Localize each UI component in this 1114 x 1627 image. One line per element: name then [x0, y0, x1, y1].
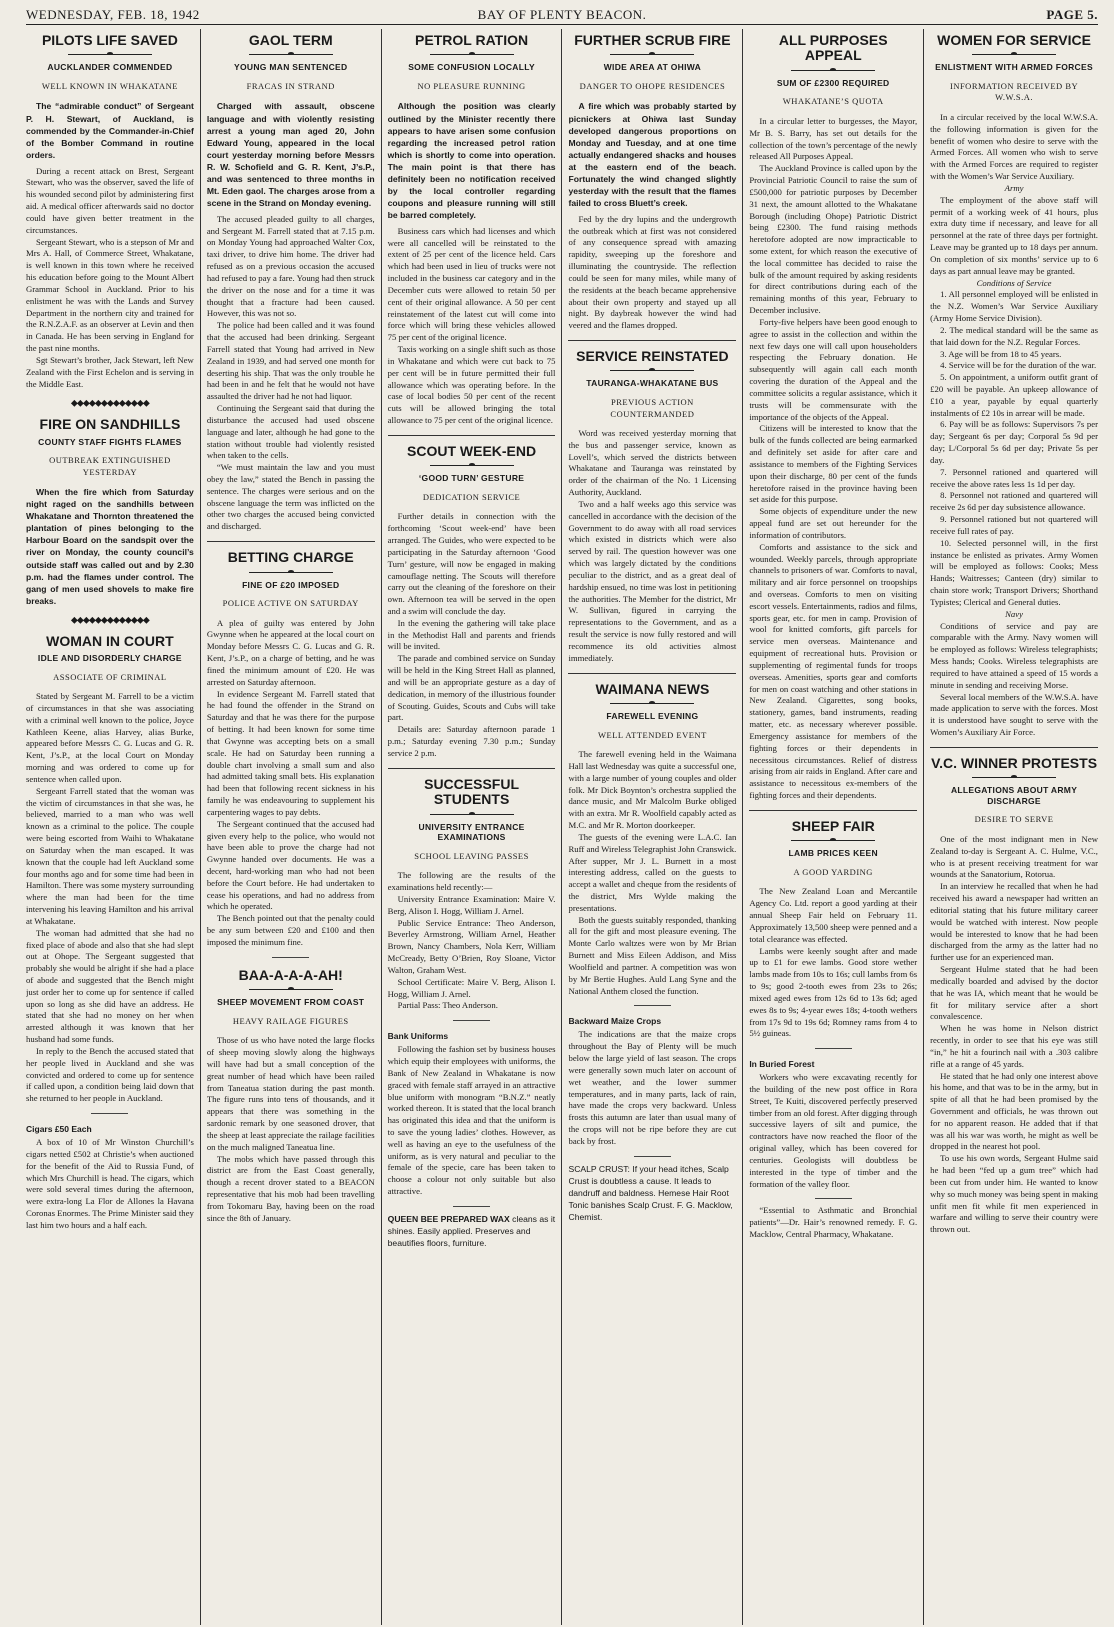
- divider: [453, 1020, 490, 1021]
- paragraph: School Certificate: Maire V. Berg, Alison I. Hogg, William J. Arnel.: [387, 976, 556, 999]
- subheadline: SUM OF £2300 REQUIRED: [776, 77, 890, 88]
- paragraph: 9. Personnel rationed but not quartered will receive full rates of pay.: [930, 514, 1098, 536]
- section-heading: In Buried Forest: [749, 1059, 815, 1070]
- divider: [930, 747, 1098, 748]
- advert-asthma-remedy: “Essential to Asthmatic and Bronchial patients”—Dr. Hair’s renowned remedy. F. G. Macklow, Central Pharmacy, Whakatane.: [749, 1205, 918, 1240]
- divider: [207, 541, 375, 542]
- article-all-purposes-appeal: [749, 29, 917, 802]
- divider: [634, 1005, 671, 1006]
- paragraph: The woman had admitted that she had no fixed place of abode and also that she had slept out at Ohope. The Sergeant suggested that probably she would be alright if she had a place of abode and suggested that the Bench might just order her to come up for sentence if called upon so long as she did have an address. He stated that she had no money on her when arrested although it was known that her husband had some funds.: [26, 927, 194, 1045]
- paragraph: Fed by the dry lupins and the undergrowth the outbreak which at first was not considered of any consequence spread with amazing rapidity, sweeping up the foreshore and illuminating the countryside. The reflection could be seen for many miles, while many of the residents at the beach became apprehensive about their own property and stayed up all night. By daybreak however the wind had veered and the flames dropped.: [568, 213, 737, 331]
- headline-rule: [249, 572, 333, 575]
- subheadline: ENLISTMENT WITH ARMED FORCES: [935, 62, 1093, 73]
- paragraph: Partial Pass: Theo Anderson.: [397, 1000, 498, 1011]
- article-buried-forest: [749, 1059, 917, 1190]
- paragraph: In a circular letter to burgesses, the Mayor, Mr B. S. Barry, has set out details for the collection of the town’s percentage of the newly released All Purposes Appeal.: [749, 115, 918, 162]
- masthead: [26, 6, 1098, 25]
- headline: BAA-A-A-A-AH!: [238, 966, 343, 983]
- paragraph: In evidence Sergeant M. Farrell stated that he had found the offender in the Strand on Saturday and that he was there for the purpose of betting. It had been known for some time that Gwynne was accepting bets on a small scale. He had on Saturday been running a double chart involving a small sum and also had admitted taking small bets. His explanation had been that following recent sickness in his family he was endeavouring to supplement his carpentering wages to pay debts.: [206, 688, 375, 817]
- lead-paragraph: A fire which was probably started by picnickers at Ohiwa last Sunday developed dangerous proportions on Monday and Tuesday, and at one time actually endangered shacks and houses at the eastern end of the beach. Fortunately the wind changed slightly yesterday with the result that the flames failed to cross Bluett’s creek.: [568, 101, 737, 208]
- paragraph: Stated by Sergeant M. Farrell to be a victim of circumstances in that she was associating with a criminal well known to the police, Joyce Kathleen Keene, alias Harvey, alias Burke, appeared before Messrs C. G. Lucas and G. R. Kent, J’s.P., at the local Court on Monday morning and was ordered to come up for sentence when called upon.: [26, 691, 194, 784]
- paragraph: The following are the results of the examinations held recently:—: [387, 870, 556, 893]
- paragraph: Details are: Saturday afternoon parade 1 p.m.; Saturday evening 7.30 p.m.; Sunday service 2 p.m.: [387, 724, 556, 758]
- headline: WAIMANA NEWS: [595, 680, 710, 697]
- headline: WOMAN IN COURT: [46, 632, 174, 649]
- divider: [568, 340, 736, 341]
- deck: SCHOOL LEAVING PASSES: [414, 850, 529, 861]
- divider: [815, 1048, 852, 1049]
- headline-rule: [972, 54, 1056, 57]
- headline: FIRE ON SANDHILLS: [39, 416, 181, 433]
- headline-rule: [430, 465, 514, 468]
- paragraph: Workers who were excavating recently for the building of the new post office in Rora Street, Te Kuiti, discovered perfectly preserved timber from an old forest. After digging through successive layers of silt and pumice, the contractors have now reached the floor of the original valley, which has been covered for centuries. Geologists will doubtless be interested in the type of timber and the formation of the valley floor.: [749, 1072, 918, 1189]
- masthead-title: BAY OF PLENTY BEACON.: [477, 7, 647, 22]
- paragraph: Forty-five helpers have been good enough to agree to assist in the collection and within the next few days one will call upon householders respecting the February donation. He subsequently will again call each month covering the duration of the Appeal and the committee solicits a regular assistance, which it trusts will be commensurate with the importance of the objects of the Appeal.: [749, 316, 918, 422]
- article-backward-maize-crops: [568, 1016, 736, 1147]
- paragraph: Sergeant Hulme stated that he had been medically boarded and advised by the doctor that he was IA, which meant that he would be fit for military service after a short convalescence.: [930, 964, 1098, 1022]
- paragraph: To use his own words, Sergeant Hulme said he had been “fed up a gum tree” which had been cut from under him. He wanted to know why so much money was being spent in making unfit men fit while fit men experienced in warfare and willing to serve their country were thrown out.: [930, 1153, 1098, 1235]
- subheadline: FINE OF £20 IMPOSED: [242, 579, 340, 590]
- ornament-divider: ⬥⬥⬥⬥⬥⬥⬥⬥⬥⬥⬥⬥⬥: [70, 398, 149, 410]
- paragraph: The New Zealand Loan and Mercantile Agency Co. Ltd. report a good yarding at their annual Sheep Fair held on February 11. Approximately 13,500 sheep were penned and a total clearance was effected.: [749, 886, 918, 944]
- column-1: [26, 29, 200, 1625]
- advert-brand: QUEEN BEE PREPARED WAX: [387, 1213, 510, 1224]
- article-scout-week-end: [388, 440, 556, 760]
- headline: FURTHER SCRUB FIRE: [574, 32, 731, 48]
- deck: ASSOCIATE OF CRIMINAL: [53, 671, 167, 682]
- paragraph: Some objects of expenditure under the new appeal fund are set out hereunder for the information of contributors.: [749, 506, 918, 540]
- headline-rule: [430, 54, 514, 57]
- headline-rule: [610, 54, 694, 57]
- subheadline: LAMB PRICES KEEN: [788, 848, 878, 859]
- paragraph: 4. Service will be for the duration of the war.: [940, 360, 1097, 371]
- article-cigars: [26, 1124, 194, 1232]
- headline-rule: [430, 814, 514, 817]
- headline-rule: [972, 777, 1056, 780]
- deck: WHAKATANE’S QUOTA: [782, 96, 884, 107]
- paragraph: In the evening the gathering will take place in the Methodist Hall and parents and friends will be invited.: [387, 617, 556, 652]
- subheadline: WIDE AREA AT OHIWA: [603, 62, 702, 73]
- section-heading: Bank Uniforms: [387, 1031, 449, 1042]
- deck: HEAVY RAILAGE FIGURES: [232, 1015, 349, 1026]
- paragraph: The Auckland Province is called upon by the Provincial Patriotic Council to raise the sum of £500,000 for patriotic purposes by December 31 next, the amount allotted to the Whakatane Borough (including Ohope) Patriotic District being £2300. The fund raising methods heretofore adopted are now impracticable to some extent, for which reason the executive of the local committee has decided to raise the bulk of the amount required by asking residents for direct contributions during each of the remaining months of this year, February to December inclusive.: [749, 163, 918, 316]
- article-woman-in-court: [26, 630, 194, 1105]
- deck: OUTBREAK EXTINGUISHED YESTERDAY: [49, 455, 171, 477]
- subheadline: IDLE AND DISORDERLY CHARGE: [37, 653, 182, 664]
- headline: BETTING CHARGE: [227, 549, 354, 566]
- paragraph: Sergeant Stewart, who is a stepson of Mr and Mrs A. Hall, of Commerce Street, Whakatane, is well known in this town where he received his education before going to the Mount Albert Grammar School in Auckland. Prior to his enlistment he was with the Lands and Survey Department in the northern city and trained for the R.N.Z.A.F. as an observer at Levin and then in Canada. He has been serving in England for the past nine months.: [26, 236, 194, 354]
- divider: [634, 1156, 671, 1157]
- deck: NO PLEASURE RUNNING: [417, 81, 526, 92]
- article-further-scrub-fire: [568, 29, 736, 332]
- headline-rule: [610, 370, 694, 373]
- subheadline: AUCKLANDER COMMENDED: [47, 62, 173, 73]
- deck: PREVIOUS ACTION COUNTERMANDED: [610, 397, 695, 419]
- article-baa: [207, 964, 375, 1225]
- paragraph: One of the most indignant men in New Zealand to-day is Sergeant A. C. Hulme, V.C., who is at present receiving treatment for war wounds at the Sanatorium, Rotorua.: [930, 833, 1098, 880]
- subheadline: ‘GOOD TURN’ GESTURE: [418, 473, 525, 484]
- paragraph: Business cars which had licenses and which were all cancelled will be reinstated to the extent of 25 per cent of the licence held. Cars which had been used in lieu of trucks were not included in the business car category and in the December cuts were allowed to retain 50 per cent of their original allowance. A 50 per cent reinstatement of the latest cut will come into force which will bring these vehicles allowed 75 per cent of the original licence.: [387, 225, 556, 343]
- deck: A GOOD YARDING: [793, 866, 873, 877]
- paragraph: 3. Age will be from 18 to 45 years.: [940, 348, 1062, 359]
- divider: [453, 1206, 490, 1207]
- advert-scalp-crust: SCALP CRUST: If your head itches, Scalp Crust is doubtless a cause. It leads to dandruff and baldness. Hemese Hair Root Tonic banishes Scalp Crust. F. G. Macklow, Chemist.: [568, 1163, 733, 1222]
- headline: GAOL TERM: [248, 32, 333, 48]
- article-successful-students: [388, 773, 556, 1012]
- article-bank-uniforms: [388, 1031, 556, 1198]
- article-pilots-life-saved: [26, 29, 194, 390]
- paragraph: The indications are that the maize crops throughout the Bay of Plenty will be much below the large yield of last season. The crops were generally sown much later on account of wet weather, and the lower summer temperatures, and in many parts, lack of rain, have made the crops very backward. Unless frosts this autumn are later than usual many of the crops will not be ripe before they are cut back by frost.: [568, 1029, 737, 1146]
- deck: WELL KNOWN IN WHAKATANE: [41, 81, 178, 92]
- lead-paragraph: The “admirable conduct” of Sergeant P. H. Stewart, of Auckland, is commended by the Commander-in-Chief of the Bomber Command in routine orders.: [26, 101, 194, 160]
- divider: [749, 810, 917, 811]
- paragraph: Public Service Entrance: Theo Anderson, Beverley Armstrong, William Arnel, Heather Brown, Nancy Chambers, Nola Kerr, William McCready, Betty O’Brien, Roy Sloane, Victor Walton, Graham West.: [387, 917, 556, 975]
- headline-rule: [68, 54, 152, 57]
- paragraph: University Entrance Examination: Maire V. Berg, Alison I. Hogg, William J. Arnel.: [387, 893, 556, 916]
- paragraph: When he was home in Nelson district recently, in order to see that his eye was still “in,” he hit a fourinch nail with a .303 calibre rifle at a range of 45 yards.: [930, 1023, 1098, 1069]
- paragraph: The employment of the above staff will permit of a working week of 41 hours, plus extra duty time if necessary, and leave for all personnel at the rate of three days per fortnight. Leave may be granted up to 18 days per annum. On completion of six months’ service up to 6 days as part annual leave may be granted.: [930, 194, 1098, 276]
- column-2: [200, 29, 381, 1625]
- paragraph: Citizens will be interested to know that the bulk of the funds collected are being earmarked and definitely set aside for after care and assistance to members of the Fighting Services upon their discharge, 80 per cent of the funds heretofore raised in the province having been set aside for this purpose.: [749, 423, 918, 505]
- advert-text: cleans as it shines. Easily applied. Preserves and beautifies floors, furniture.: [387, 1213, 556, 1249]
- subheadline: COUNTY STAFF FIGHTS FLAMES: [38, 436, 182, 447]
- paragraph: 7. Personnel rationed and quartered will receive the above rates less 1s 1d per day.: [930, 466, 1098, 489]
- subheadline: SHEEP MOVEMENT FROM COAST: [217, 997, 365, 1008]
- section-heading: Backward Maize Crops: [568, 1016, 662, 1027]
- headline: WOMEN FOR SERVICE: [937, 32, 1091, 48]
- lead-paragraph: Charged with assault, obscene language and with violently resisting arrest a young man aged 20, John Edward Young, appeared in the local court yesterday morning before Messrs R. W. Schofield and G. R. Kent, J’s.P., and was sentenced to three months in Mt. Eden gaol. The charges arose from a scene in the Strand on Monday evening.: [206, 101, 375, 208]
- article-betting-charge: [207, 546, 375, 949]
- paragraph: The mobs which have passed through this district are from the East Coast generally, though a recent drover stated to a BEACON representative that his mob had been travelling from Tokomaru Bay, having been on the road since the 8th of January.: [206, 1153, 375, 1223]
- paragraph: The Sergeant continued that the accused had given every help to the police, who would not have been able to prove the charge had not Gwynne handed over documents. He was a decent, hard-working man who had not been before the Court before. He had undertaken to cease his operations, and had no address from which he operated.: [206, 818, 375, 912]
- paragraph: Continuing the Sergeant said that during the disturbance the accused had used obscene language and later, although he had gone to the station without trouble had violently resisted when taken to the cells.: [206, 403, 375, 461]
- divider: [388, 768, 556, 769]
- paragraph: 5. On appointment, a uniform outfit grant of £20 will be payable. An upkeep allowance of £10 a year, payable by equal quarterly instalments of £2 10s in arrear will be made.: [930, 372, 1098, 418]
- paragraph: Those of us who have noted the large flocks of sheep moving slowly along the highways will have had but a small conception of the great number of head which have been railed from Taneatua station during the past month. The figure runs into tens of thousands, and it appears that there was something in the sardonic remark by one seasoned drover, that the sheep at least appreciate the railage facilities on the much maligned Taneatua line.: [206, 1035, 375, 1152]
- paragraph: 8. Personnel not rationed and quartered will receive 2s 6d per day subsistence allowance.: [930, 490, 1098, 513]
- masthead-date: WEDNESDAY, FEB. 18, 1942: [26, 7, 200, 22]
- headline: PETROL RATION: [415, 32, 529, 48]
- paragraph: He stated that he had only one interest above his home, and that was to be in the army, but in spite of all that he had been promised by the Government and officials, he was thrown out for no apparent reason. He added that if that was all his war was worth, he might as well be dropped in the nearest hot pool.: [930, 1070, 1098, 1152]
- column-5: [742, 29, 923, 1625]
- deck: DESIRE TO SERVE: [974, 814, 1054, 825]
- lead-paragraph: When the fire which from Saturday night raged on the sandhills between Whakatane and Thornton threatened the plantation of pines belonging to the Harbour Board on the sandspit over the river on Monday, the county council’s outside staff was called out and by 2.30 p.m. had the flames under control. The gang of men used shovels to make fire breaks.: [26, 487, 194, 606]
- paragraph: Two and a half weeks ago this service was cancelled in accordance with the decision of the Government to do away with all road services which existed in districts which were also served by rail. The question however was one which was largely dictated by the conditions peculiar to the district, and as a great deal of hardship ensued, no time was lost in petitioning the authorities. The Member for the district, Mr W. Sullivan, figured in carrying the representations to the Government, and as a result the service is now fully restored and will recommence its old activities almost immediately.: [568, 498, 737, 663]
- divider: [272, 957, 309, 958]
- deck: POLICE ACTIVE ON SATURDAY: [222, 598, 359, 609]
- article-gaol-term: [207, 29, 375, 533]
- paragraph: In an interview he recalled that when he had received his award a newspaper had written an editorial stating that his future military career would be watched with interest. Now people would be interested to know that he had been discharged from the army as the latter had no further use for an experienced man.: [930, 881, 1098, 963]
- section-label: Conditions of Service: [976, 277, 1052, 288]
- column-3: [381, 29, 562, 1625]
- subheadline: YOUNG MAN SENTENCED: [234, 62, 348, 73]
- paragraph: Word was received yesterday morning that the bus and passenger service, known as Lovell’s, which served the districts between Whakatane and Tauranga was reinstated by order of the chairman of the No. 1 Licensing Authority, Auckland.: [568, 428, 737, 498]
- paragraph: Conditions of service and pay are comparable with the Army. Navy women will be employed as follows: Wireless telegraphists; Mess hands; Cooks. Wireless telegraphists are required to have attained a speed of 15 words a minute in sending and receiving Morse.: [930, 620, 1098, 690]
- deck: WELL ATTENDED EVENT: [597, 729, 707, 740]
- advert-queen-bee-wax: [388, 1213, 556, 1249]
- paragraph: “We must maintain the law and you must obey the law,” stated the Bench in passing the sentence. The charges were serious and on the obscene language the term was inflicted on the other two charges the accused being convicted and discharged.: [206, 462, 375, 532]
- paragraph: Following the fashion set by business houses which equip their employees with uniforms, the Bank of New Zealand in Whakatane is now graced with female staff arrayed in an attractive blue uniform with monogram “B.N.Z.” neatly worked thereon. It is stated that the local branch has originated this idea and that the uniform is to save the young ladies’ clothes. However, as well as having an eye to the usefulness of the uniform, as is very natural and peculiar to the female of the specie, care has been taken to choose a colour not only suitable but also attractive.: [387, 1044, 556, 1197]
- headline-rule: [610, 703, 694, 706]
- paragraph: Sgt Stewart’s brother, Jack Stewart, left New Zealand with the First Echelon and is serving in the Middle East.: [26, 354, 194, 389]
- headline: SUCCESSFUL STUDENTS: [424, 775, 520, 808]
- divider: [388, 435, 556, 436]
- section-label: Navy: [1005, 608, 1023, 619]
- column-4: [561, 29, 742, 1625]
- headline: ALL PURPOSES APPEAL: [778, 32, 888, 64]
- headline: V.C. WINNER PROTESTS: [931, 754, 1098, 771]
- lead-paragraph: Although the position was clearly outlined by the Minister recently there appears to have arisen some confusion regarding the increased petrol ration which is shortly to come into operation. The main point is that there has definitely been no notification received by the local controller regarding coupons and pleasure running will still be barred completely.: [387, 101, 556, 220]
- section-label: Army: [1004, 182, 1024, 193]
- deck: FRACAS IN STRAND: [246, 81, 335, 92]
- subheadline: UNIVERSITY ENTRANCE EXAMINATIONS: [418, 821, 525, 843]
- article-vc-winner-protests: [930, 752, 1098, 1236]
- article-fire-on-sandhills: [26, 413, 194, 606]
- paragraph: Lambs were keenly sought after and made up to £1 for ewe lambs. Good store wether lambs made from 10s to 16s; cull lambs from 6s to 9s; good 2-tooth ewes from 23s to 26s; mixed aged ewes from 12s 6d to 13s 6d; aged ewes 8s to 9s; 4-year ewes 18s; 4-tooth wethers from 17s 9d to 19s 6d; Romney rams from 4 to 5½ guineas.: [749, 945, 918, 1039]
- paragraph: During a recent attack on Brest, Sergeant Stewart, who was the observer, saved the life of his wounded second pilot by administering first aid. A medical officer afterwards said no doctor could have given better treatment in the circumstances.: [26, 165, 194, 235]
- article-sheep-fair: [749, 815, 917, 1040]
- deck: DEDICATION SERVICE: [422, 491, 521, 502]
- paragraph: The accused pleaded guilty to all charges, and Sergeant M. Farrell stated that at 7.15 p.m. on Monday Young had approached Walter Cox, taxi driver, to drive him home. The driver had refused as on a previous occasion the accused had refused to pay a fare. Young had then struck the driver on the nose and for a time it was thought that a fracture had been caused. However, this was not so.: [206, 213, 375, 319]
- article-petrol-ration: [388, 29, 556, 427]
- paragraph: In reply to the Bench the accused stated that her people lived in Auckland and she was convicted and ordered to come up for sentence if called upon, a condition being laid down that she returned to her people in Auckland.: [26, 1045, 194, 1104]
- paragraph: The parade and combined service on Sunday will be held in the King Street Hall as planned, and will be an appropriate gesture as a day of dedication, in memory of the illustrious founder of Scouting. Guides, Scouts and Cubs will take part.: [387, 653, 556, 723]
- deck: DANGER TO OHOPE RESIDENCES: [579, 81, 726, 92]
- headline: PILOTS LIFE SAVED: [41, 32, 178, 48]
- subheadline: FAREWELL EVENING: [606, 710, 699, 721]
- subheadline: SOME CONFUSION LOCALLY: [408, 62, 535, 73]
- masthead-page-number: PAGE 5.: [1046, 7, 1098, 22]
- ornament-divider: ⬥⬥⬥⬥⬥⬥⬥⬥⬥⬥⬥⬥⬥: [70, 614, 149, 626]
- article-waimana-news: [568, 678, 736, 998]
- paragraph: Sergeant Farrell stated that the woman was the victim of circumstances in that she was, he believed, married to a man who was well known as a criminal to the police. The couple were being escorted from Waihi to Whakatane on Saturday when the man escaped. It was known that the couple had left Auckland some four months ago and for some time had been in Hamilton. There was some mystery surrounding where the man had been for the time intervening his leaving Hamilton and his arrival at Whakatane.: [26, 785, 194, 926]
- deck: INFORMATION RECEIVED BY W.W.S.A.: [949, 81, 1079, 103]
- paragraph: Taxis working on a single shift such as those in Whakatane and which were cut back to 75 per cent will be in future permitted their full allowance which was operating before. In the case of local bodies 50 per cent of the recent cuts will be allowed bringing the total allowance to 75 per cent of the original licence.: [387, 344, 556, 426]
- paragraph: Further details in connection with the forthcoming ‘Scout week-end’ have been arranged. The Guides, who were expected to be participating in the Saturday afternoon ‘Good Turn’ gesture, will now be engaged in making camouflage netting. The Scouts will therefore carry out the cleaning of the foreshore on their own. Afternoon tea will be served in the open and a swim will conclude the day.: [387, 511, 556, 616]
- divider: [91, 1113, 128, 1114]
- headline-rule: [791, 840, 875, 843]
- article-women-for-service: [930, 29, 1098, 739]
- paragraph: A plea of guilty was entered by John Gwynne when he appeared at the local court on Monday before Messrs C. G. Lucas and G. R. Kent, J’s.P., on a charge of betting, and he was fined the minimum amount of £20. He was arrested on Saturday afternoon.: [206, 617, 375, 687]
- paragraph: Comforts and assistance to the sick and wounded. Weekly parcels, through appropriate channels to prisoners of war. Comforts to naval, military and air force personnel on troopships and overseas. Comforts to men on visiting escort vessels. Entertainments, radios and films, sports gear, etc. for men in camp. Provision of wool for knitted comforts, gift parcels for service men overseas. Maintenance and equipment of recreational huts. Provision or supplementing of regimental funds for troops overseas. Amenities, sports gear and comforts for men on coast watching and other stations in New Zealand. Cigarettes, song books, stationery, games, band instruments, reading matter, etc. as necessary wherever possible. Emergency assistance for members of the fighting forces or their dependents in necessitous circumstances. Relief of distress arising from air raids in England. After care and assistance to necessitous ex-members of the fighting forces and their dependents.: [749, 541, 918, 801]
- headline: SHEEP FAIR: [791, 817, 875, 834]
- headline-rule: [249, 989, 333, 992]
- paragraph: The police had been called and it was found that the accused had been drinking. Sergeant Farrell stated that Young had arrived in New Zealand in 1939, and had served one month for deserting his ship. That was the only trouble he had been in and he felt that he would not have assaulted the driver had he not had liquor.: [206, 320, 375, 402]
- section-heading: Cigars £50 Each: [26, 1124, 92, 1135]
- divider: [568, 673, 736, 674]
- paragraph: The guests of the evening were L.A.C. Ian Ruff and Wireless Telegraphist John Cranswick. After supper, Mr J. L. Burnett in a most interesting address, called on the guests to accept a wallet and cheque from the residents of the district, Mrs Wylde making the presentations.: [568, 831, 737, 913]
- subheadline: ALLEGATIONS ABOUT ARMY DISCHARGE: [950, 785, 1078, 806]
- paragraph: A box of 10 of Mr Winston Churchill’s cigars netted £502 at Christie’s when auctioned for the benefit of the Aid to Russia Fund, of which Mrs Churchill is head. The cigars, which were sold several times during the afternoon, were extra-long La Flor de Allones la Havana Coronas Enormes. The Prime Minister said they last him two hours and a half each.: [26, 1137, 194, 1230]
- paragraph: 2. The medical standard will be the same as that laid down for the N.Z. Regular Forces.: [930, 324, 1098, 347]
- column-6: [923, 29, 1098, 1625]
- paragraph: The farewell evening held in the Waimana Hall last Wednesday was quite a successful one, with a large number of young couples and older folk. Mr Dick Boynton’s orchestra supplied the dance music, and Mr Malcolm Burke obliged with an extra. Mr R. Woolfield capably acted as M.C. and Mr R. Morton doorkeeper.: [568, 749, 737, 831]
- article-service-reinstated: [568, 345, 736, 665]
- divider: [815, 1198, 852, 1199]
- headline-rule: [791, 70, 875, 73]
- paragraph: 10. Selected personnel will, in the first instance be enlisted as privates. Army Women will be employed as follows: Cooks; Mess Hands; Waitresses; Canteen (dry) similar to chain store work; Transport Drivers; Shorthand Typistes; Clerical and General duties.: [930, 537, 1098, 607]
- paragraph: In a circular received by the local W.W.S.A. the following information is given for the benefit of women who desire to serve with the Armed Forces. All women who wish to serve with the Armed Forces are required to register with the Women’s War Service Auxiliary.: [930, 111, 1098, 182]
- subheadline: TAURANGA-WHAKATANE BUS: [586, 378, 719, 389]
- paragraph: 6. Pay will be as follows: Supervisors 7s per day; Sergeant 6s per day; Corporal 5s 9d per day; L/Corporal 5s 6d per day; Private 5s per day.: [930, 419, 1098, 465]
- paragraph: 1. All personnel employed will be enlisted in the N.Z. Women’s War Service Auxiliary (Army Home Service Division).: [930, 289, 1098, 324]
- paragraph: The Bench pointed out that the penalty could be any sum between £20 and £100 and then imposed the minimum fine.: [206, 913, 375, 947]
- headline-rule: [249, 54, 333, 57]
- headline: SERVICE REINSTATED: [576, 348, 729, 365]
- paragraph: Several local members of the W.W.S.A. have made application to serve with the forces. Most it is understood have sought to serve with the Women’s Auxiliary Air Force.: [930, 691, 1098, 738]
- headline: SCOUT WEEK-END: [407, 442, 537, 459]
- paragraph: Both the guests suitably responded, thanking all for the gift and most pleasure evening. The Monte Carlo waltzes were won by Mr Brian Burnett and Miss Eileen Addison, and Miss Woolfield and partner. A competition was won by Mr Bertie Hughes. Auld Lang Syne and the National Anthem closed the function.: [568, 914, 737, 996]
